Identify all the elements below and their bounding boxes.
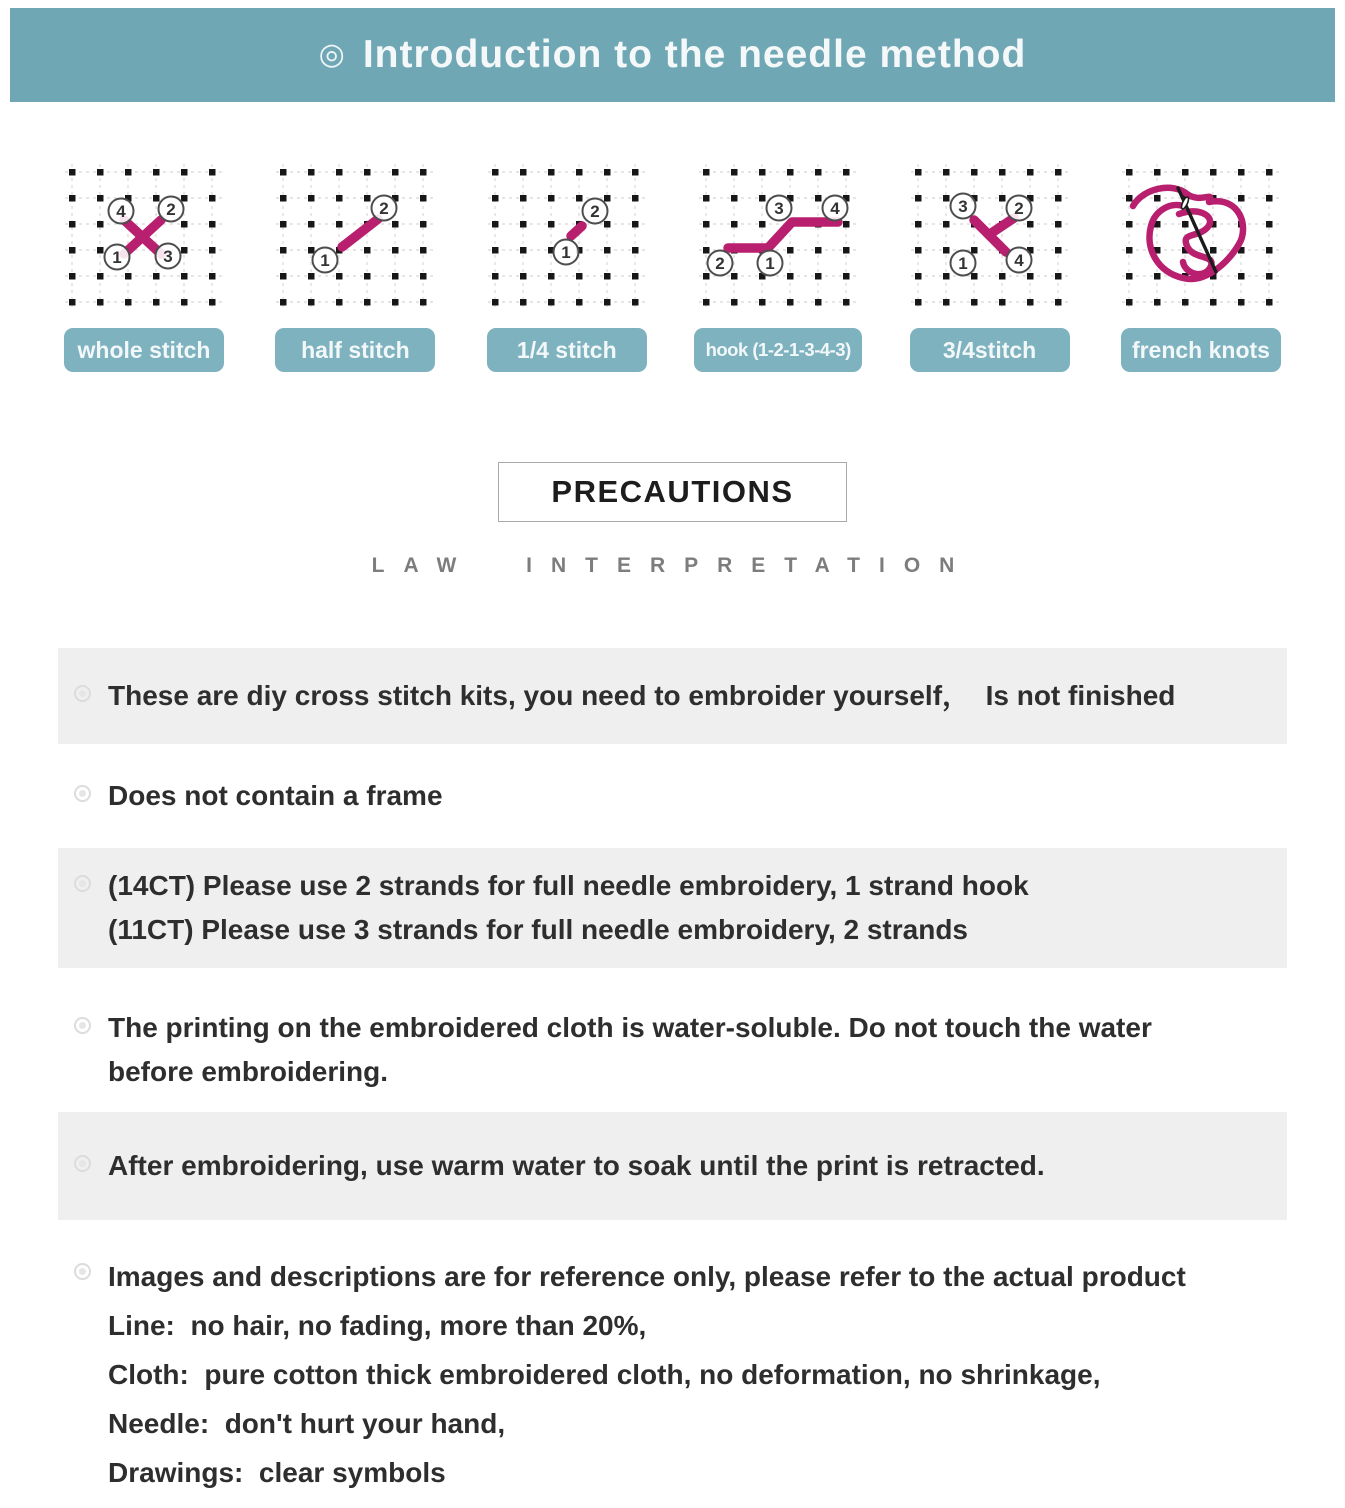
circle-bullet-icon bbox=[74, 1155, 91, 1172]
stitch-label: 3/4stitch bbox=[910, 328, 1070, 372]
double-circle-icon: ◎ bbox=[318, 38, 345, 71]
stitch-step-marker bbox=[950, 194, 975, 219]
svg-text:2: 2 bbox=[715, 254, 725, 273]
precaution-item bbox=[58, 744, 1287, 848]
precaution-line: These are diy cross stitch kits, you need to embroider yourself， Is not finished bbox=[108, 680, 1176, 711]
stitch-step-marker bbox=[313, 248, 338, 273]
stitch-step-marker bbox=[159, 197, 184, 222]
stitch-diagram bbox=[275, 162, 435, 312]
precautions-title: PRECAUTIONS bbox=[498, 462, 846, 522]
stitch-label: whole stitch bbox=[64, 328, 224, 372]
stitch-label: hook (1-2-1-3-4-3) bbox=[694, 328, 862, 372]
stitch-step-marker bbox=[105, 245, 130, 270]
precaution-line: Line: no hair, no fading, more than 20%, bbox=[108, 1310, 647, 1341]
page-title: Introduction to the needle method bbox=[362, 33, 1027, 76]
svg-text:1: 1 bbox=[561, 243, 571, 262]
stitch-diagram bbox=[698, 162, 858, 312]
svg-text:1: 1 bbox=[112, 248, 122, 267]
circle-bullet-icon bbox=[74, 785, 91, 802]
svg-text:2: 2 bbox=[379, 199, 390, 218]
precaution-item bbox=[58, 1112, 1287, 1220]
precautions-header bbox=[0, 462, 1345, 522]
svg-text:2: 2 bbox=[166, 200, 176, 219]
svg-text:4: 4 bbox=[830, 199, 840, 218]
stitch-panel bbox=[906, 162, 1074, 372]
svg-text:2: 2 bbox=[1013, 199, 1024, 218]
stitch-step-marker bbox=[758, 251, 783, 276]
circle-bullet-icon bbox=[74, 875, 91, 892]
stitch-step-marker bbox=[823, 196, 848, 221]
svg-text:1: 1 bbox=[320, 251, 331, 270]
stitch-step-marker bbox=[553, 240, 578, 265]
stitch-step-marker bbox=[1006, 196, 1031, 221]
svg-text:3: 3 bbox=[774, 199, 784, 218]
precaution-line: (14CT) Please use 2 strands for full needle embroidery, 1 strand hook bbox=[108, 870, 1029, 901]
stitch-label: 1/4 stitch bbox=[487, 328, 647, 372]
precaution-item bbox=[58, 848, 1287, 968]
precautions-subtitle: LAW INTERPRETATION bbox=[371, 554, 974, 577]
stitch-step-marker bbox=[950, 251, 975, 276]
circle-bullet-icon bbox=[74, 1017, 91, 1034]
header-banner bbox=[10, 8, 1335, 102]
svg-text:3: 3 bbox=[163, 247, 173, 266]
stitch-panel bbox=[60, 162, 228, 372]
precaution-line: Does not contain a frame bbox=[108, 780, 443, 811]
stitch-step-marker bbox=[372, 196, 397, 221]
svg-text:4: 4 bbox=[116, 202, 126, 221]
stitch-panel bbox=[271, 162, 439, 372]
stitch-step-marker bbox=[109, 199, 134, 224]
precaution-line: Images and descriptions are for reference only, please refer to the actual product bbox=[108, 1261, 1186, 1292]
svg-text:1: 1 bbox=[957, 254, 968, 273]
svg-text:1: 1 bbox=[765, 254, 775, 273]
stitch-panel bbox=[483, 162, 651, 372]
stitch-diagram bbox=[1121, 162, 1281, 312]
stitch-step-marker bbox=[767, 196, 792, 221]
svg-text:4: 4 bbox=[1013, 251, 1024, 270]
stitch-panels bbox=[0, 162, 1345, 372]
precaution-line: before embroidering. bbox=[108, 1056, 389, 1087]
stitch-diagram bbox=[487, 162, 647, 312]
stitch-diagram bbox=[910, 162, 1070, 312]
stitch-label: half stitch bbox=[275, 328, 435, 372]
svg-text:3: 3 bbox=[957, 197, 968, 216]
precaution-line: Needle: don't hurt your hand, bbox=[108, 1408, 506, 1439]
stitch-step-marker bbox=[708, 251, 733, 276]
precaution-line: The printing on the embroidered cloth is water-soluble. Do not touch the water bbox=[108, 1012, 1152, 1043]
stitch-step-marker bbox=[582, 199, 607, 224]
precaution-item bbox=[58, 1220, 1287, 1497]
precaution-item bbox=[58, 968, 1287, 1112]
precaution-line: Drawings: clear symbols bbox=[108, 1457, 446, 1488]
stitch-step-marker bbox=[1006, 248, 1031, 273]
stitch-label: french knots bbox=[1121, 328, 1281, 372]
precaution-line: Cloth: pure cotton thick embroidered cloth, no deformation, no shrinkage, bbox=[108, 1359, 1101, 1390]
precaution-line: After embroidering, use warm water to soak until the print is retracted. bbox=[108, 1150, 1045, 1181]
precaution-list bbox=[58, 648, 1287, 1497]
precaution-item bbox=[58, 648, 1287, 744]
stitch-step-marker bbox=[156, 244, 181, 269]
stitch-panel bbox=[1117, 162, 1285, 372]
svg-text:2: 2 bbox=[590, 202, 600, 221]
precaution-line: (11CT) Please use 3 strands for full needle embroidery, 2 strands bbox=[108, 914, 969, 945]
stitch-diagram bbox=[64, 162, 224, 312]
circle-bullet-icon bbox=[74, 1263, 91, 1280]
circle-bullet-icon bbox=[74, 685, 91, 702]
stitch-panel bbox=[694, 162, 862, 372]
